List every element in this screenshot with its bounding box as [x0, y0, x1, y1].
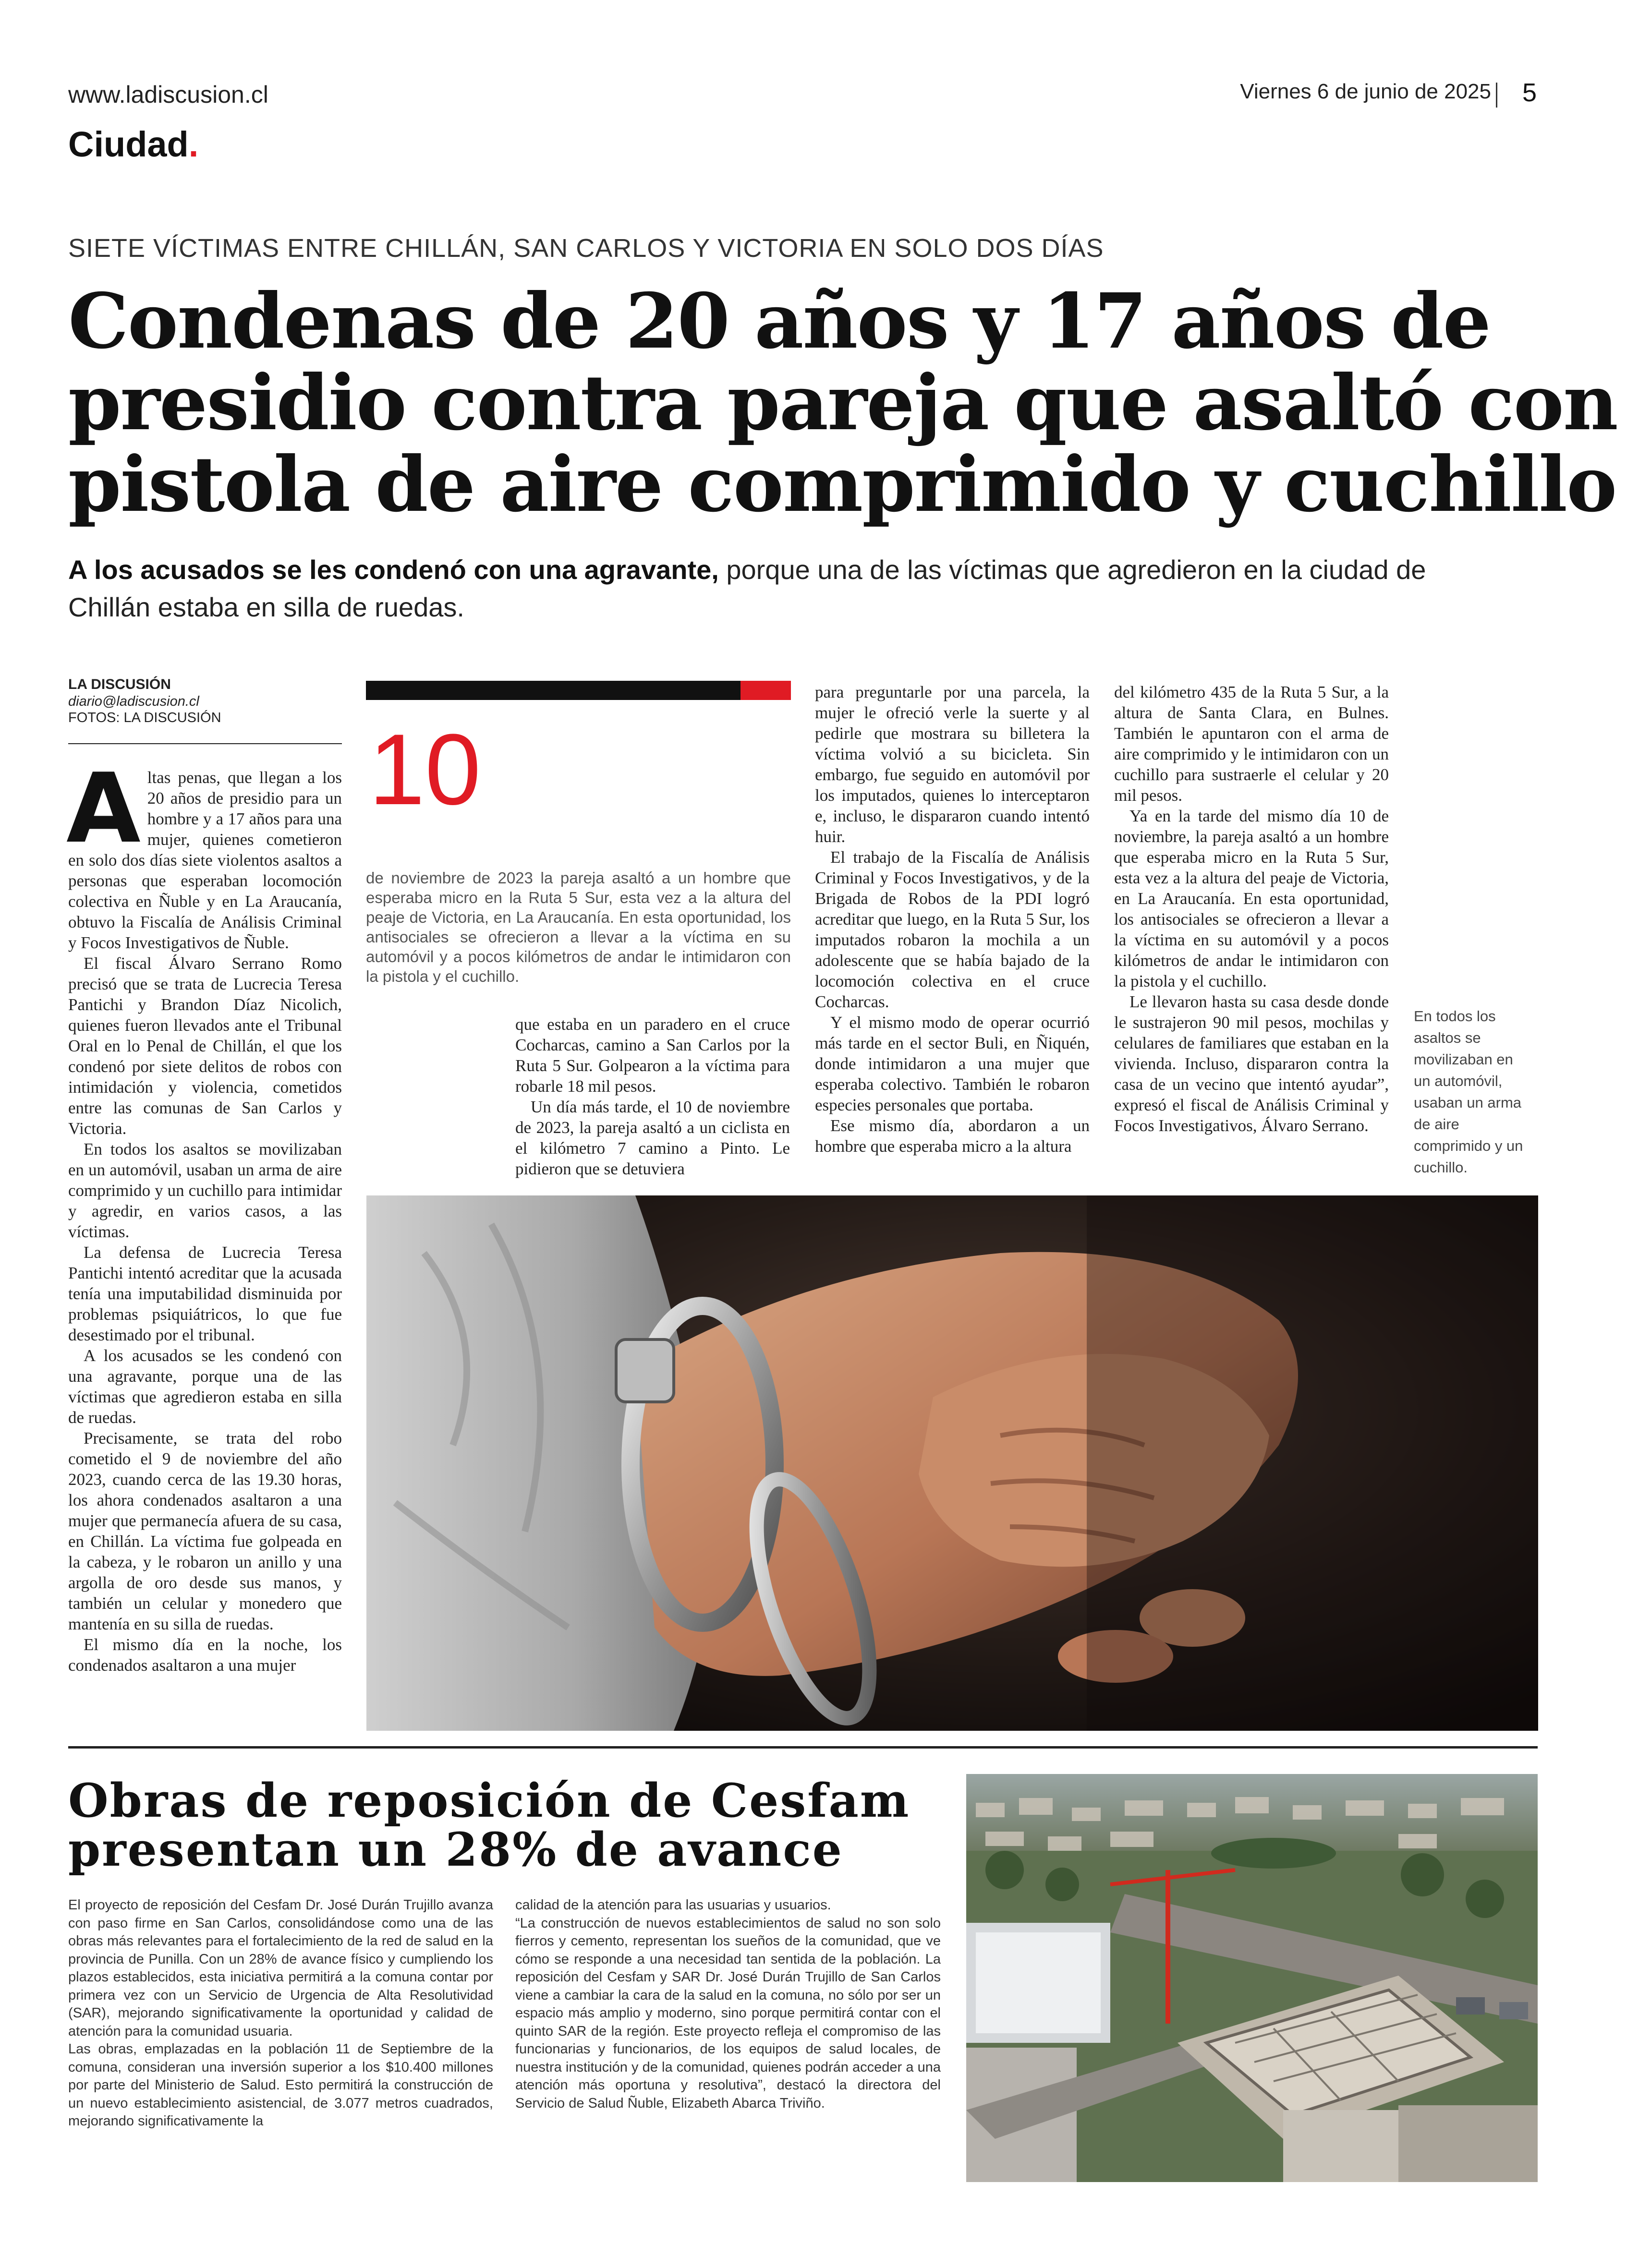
body-paragraph: El trabajo de la Fiscalía de Análisis Criminal y Focos Investigativos, y de la Brigada de Robos de la PDI logró acreditar que luego, en la Ruta 5 Sur, los imputados robaron la mochila a un adolescente que se había bajado de la locomoción colectiva en el cruce Cocharcas. [815, 848, 1090, 1011]
body-paragraph: El proyecto de reposición del Cesfam Dr. José Durán Trujillo avanza con paso firme en San Carlos, consolidándose como una de las obras más relevantes para el fortalecimiento de la red de salud en la provincia de Punilla. Con un 28% de avance físico y cumpliendo los plazos establecidos, esta iniciativa permitirá a la comuna contar por primera vez con un Servicio de Urgencia de Alta Resolutividad (SAR), mejorando significativamente la oportunidad y calidad de atención para la comunidad usuaria. [68, 1897, 493, 2039]
lead-text: porque una de las víctimas que agredieron en la ciudad de Chillán estaba en silla de ruedas. [68, 555, 1426, 622]
body-paragraph: La defensa de Lucrecia Teresa Pantichi intentó acreditar que la acusada tenía una imputabilidad disminuida por problemas psiquiátricos, lo que fue desestimado por el tribunal. [68, 1243, 342, 1344]
header-divider [1496, 83, 1497, 108]
article-column-2 [515, 1014, 790, 1179]
byline-rule [68, 743, 342, 744]
section-divider [68, 1746, 1538, 1749]
drop-cap: A [66, 753, 141, 865]
title-line: presentan un 28% de avance [68, 1822, 843, 1877]
body-paragraph: “La construcción de nuevos establecimientos de salud no son solo fierros y cemento, representan los sueños de la comunidad, que ve cómo se responde a una necesidad tan sentida de la población. La reposición del Cesfam y SAR Dr. José Durán Trujillo de San Carlos viene a cambiar la cara de la salud en la comuna, no sólo por ser un espacio más amplio y moderno, sino porque permitirá contar con el quinto SAR de la región. Este proyecto refleja el compromiso de las funcionarias y funcionarios, de los equipos de salud locales, de nuestra institución y de la comunidad, quienes podrán acceder a una atención más oportuna y resolutiva”, destacó la directora del Servicio de Salud Ñuble, Elizabeth Abarca Triviño. [515, 1915, 941, 2111]
section-dot: . [188, 124, 199, 164]
title-line: Obras de reposición de Cesfam [68, 1773, 911, 1828]
article2-column-2 [515, 1896, 941, 2112]
photo-caption: En todos los asaltos se movilizaban en un automóvil, usaban un arma de aire comprimido y un cuchillo. [1414, 1008, 1523, 1176]
handcuffed-hands-illustration [366, 1195, 1538, 1731]
body-paragraph: Ese mismo día, abordaron a un hombre que esperaba micro a la altura [815, 1116, 1090, 1156]
page-number: 5 [1522, 78, 1537, 107]
body-paragraph: para preguntarle por una parcela, la mujer le ofreció verle la suerte y al pedirle que mostrara su billetera la víctima volvió a su bicicleta. Sin embargo, fue seguido en automóvil por los imputados, quienes lo interceptaron e, incluso, le dispararon cuando intentó huir. [815, 683, 1090, 846]
body-paragraph: Le llevaron hasta su casa desde donde le sustrajeron 90 mil pesos, mochilas y celulares de familiares que estaban en la vivienda. Incluso, dispararon contra la casa de un vecino que intentó ayudar”, expresó el fiscal de Análisis Criminal y Focos Investigativos, Álvaro Serrano. [1114, 992, 1389, 1135]
body-paragraph: calidad de la atención para las usuarias y usuarios. [515, 1897, 831, 1913]
article-lead [68, 551, 1499, 626]
article-column-1 [66, 753, 342, 1676]
body-paragraph: Las obras, emplazadas en la población 11 de Septiembre de la comuna, consideran una inversión superior a los $10.400 millones por parte del Ministerio de Salud. Esto permitirá la construcción de un nuevo establecimiento asistencial, de 3.077 metros cuadrados, mejorando significativamente la [68, 2041, 493, 2129]
section-name: Ciudad [68, 124, 189, 164]
highlight-bar-accent [741, 681, 791, 700]
highlight-bar [366, 681, 741, 700]
body-paragraph: del kilómetro 435 de la Ruta 5 Sur, a la altura de Santa Clara, en Bulnes. También le apuntaron con el arma de aire comprimido y le intimidaron con un cuchillo para sustraerle el celular y 20 mil pesos. [1114, 683, 1389, 805]
title-line: pistola de aire comprimido y cuchillo [68, 440, 1616, 529]
highlight-number: 10 [369, 713, 481, 826]
title-line: presidio contra pareja que asaltó con [68, 359, 1617, 447]
body-paragraph: ltas penas, que llegan a los 20 años de presidio para un hombre y a 17 años para una mujer, quienes cometieron en solo dos días siete violentos asaltos a personas que esperaban locomoción colectiva en Ñuble y en La Araucanía, obtuvo la Fiscalía de Análisis Criminal y Focos Investigativos de Ñuble. [68, 768, 342, 952]
body-paragraph: que estaba en un paradero en el cruce Cocharcas, camino a San Carlos por la Ruta 5 Sur. Golpearon a la víctima para robarle 18 mil pesos. [515, 1015, 790, 1096]
byline-email[interactable]: diario@ladiscusion.cl [68, 694, 199, 709]
article-kicker: SIETE VÍCTIMAS ENTRE CHILLÁN, SAN CARLOS Y VICTORIA EN SOLO DOS DÍAS [68, 234, 1104, 263]
body-paragraph: Y el mismo modo de operar ocurrió más tarde en el sector Buli, en Ñiquén, donde intimidaron a una mujer que esperaba colectivo. También le robaron especies personales que portaba. [815, 1013, 1090, 1114]
article2-column-1 [68, 1896, 493, 2131]
body-paragraph: Un día más tarde, el 10 de noviembre de 2023, la pareja asaltó a un ciclista en el kilómetro 7 camino a Pinto. Le pidieron que se detuviera [515, 1098, 790, 1178]
article-column-4 [1114, 682, 1389, 1136]
aerial-construction-photo [966, 1774, 1538, 2182]
aerial-site-illustration [966, 1774, 1538, 2182]
title-line: Condenas de 20 años y 17 años de [68, 277, 1490, 366]
body-paragraph: Precisamente, se trata del robo cometido el 9 de noviembre del año 2023, cuando cerca de las 19.30 horas, los ahora condenados asaltaron a una mujer que permanecía afuera de su casa, en Chillán. La víctima fue golpeada en la cabeza, y le robaron un anillo y una argolla de oro desde sus manos, y también un celular y monedero que mantenía en su silla de ruedas. [68, 1429, 342, 1633]
article-title [68, 277, 1617, 529]
body-paragraph: En todos los asaltos se movilizaban en un automóvil, usaban un arma de aire comprimido y un cuchillo para intimidar y agredir, en varios casos, a las víctimas. [68, 1140, 342, 1241]
body-paragraph: El fiscal Álvaro Serrano Romo precisó que se trata de Lucrecia Teresa Pantichi y Brandon Díaz Nicolich, quienes fueron llevados ante el Tribunal Oral en lo Penal de Chillán, el que los condenó por siete delitos de robos con intimidación y violencia, cometidos entre las comunas de San Carlos y Victoria. [68, 954, 342, 1138]
byline-photos: FOTOS: LA DISCUSIÓN [68, 710, 221, 725]
website-url[interactable]: www.ladiscusion.cl [68, 81, 268, 108]
body-paragraph: A los acusados se les condenó con una agravante, porque una de las víctimas que agredieron estaba en silla de ruedas. [68, 1346, 342, 1427]
byline-name: LA DISCUSIÓN [68, 676, 171, 692]
handcuffs-photo [366, 1195, 1538, 1731]
section-label [68, 124, 198, 165]
byline [68, 676, 342, 726]
body-paragraph: Ya en la tarde del mismo día 10 de noviembre, la pareja asaltó a un hombre que esperaba micro en la Ruta 5 Sur, esta vez a la altura del peaje de Victoria, en La Araucanía. En esta oportunidad, los antisociales se ofrecieron a llevar a la víctima en su automóvil y a pocos kilómetros de andar le intimidaron con la pistola y el cuchillo. [1114, 807, 1389, 990]
body-paragraph: El mismo día en la noche, los condenados asaltaron a una mujer [68, 1635, 342, 1675]
article-column-3 [815, 682, 1090, 1157]
issue-date: Viernes 6 de junio de 2025 [1240, 80, 1491, 103]
highlight-text: de noviembre de 2023 la pareja asaltó a un hombre que esperaba micro en la Ruta 5 Sur, esta vez a la altura del peaje de Victoria, en La Araucanía. En esta oportunidad, los antisociales se ofrecieron a llevar a la víctima en su automóvil y a pocos kilómetros de andar le intimidaron con la pistola y el cuchillo. [366, 869, 791, 985]
article2-title [68, 1773, 957, 1877]
lead-bold: A los acusados se les condenó con una agravante, [68, 555, 719, 585]
